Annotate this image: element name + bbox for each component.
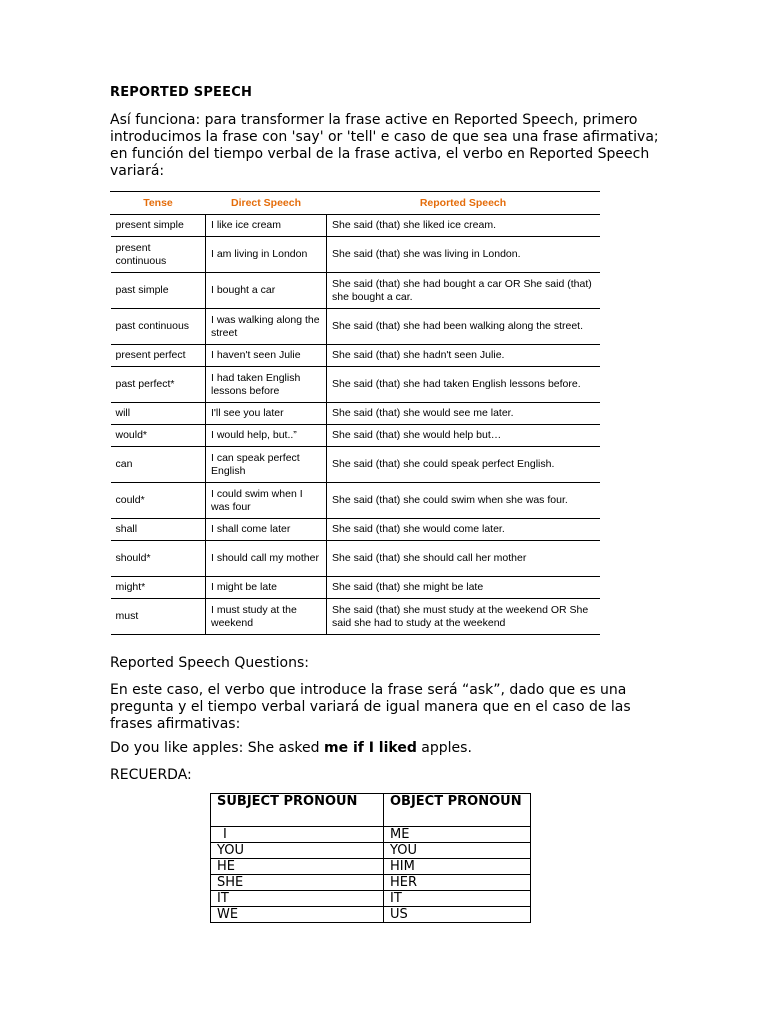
header-reported-speech: Reported Speech (327, 192, 600, 215)
reported-cell: She said (that) she had been walking along the street. (327, 309, 600, 345)
direct-cell: I can speak perfect English (206, 447, 327, 483)
header-subject-pronoun: SUBJECT PRONOUN (211, 794, 384, 827)
reported-cell: She said (that) she had bought a car OR She said (that) she bought a car. (327, 273, 600, 309)
table-row (211, 843, 531, 859)
object-cell: HER (384, 875, 531, 891)
tense-cell: present simple (111, 215, 206, 237)
table-row (211, 891, 531, 907)
tense-table-header-row (111, 192, 600, 215)
reported-cell: She said (that) she could speak perfect English. (327, 447, 600, 483)
intro-paragraph: Así funciona: para transformer la frase active en Reported Speech, primero introducimos la frase con 'say' or 'tell' e caso de que sea una frase afirmativa; en función del tiempo verbal de la frase activa, el verbo en Reported Speech variará: (110, 112, 659, 179)
table-row (111, 425, 600, 447)
questions-paragraph: En este caso, el verbo que introduce la frase será “ask”, dado que es una pregunta y el tiempo verbal variará de igual manera que en el caso de las frases afirmativas: (110, 682, 631, 732)
reported-cell: She said (that) she might be late (327, 577, 600, 599)
reported-cell: She said (that) she hadn't seen Julie. (327, 345, 600, 367)
reported-cell: She said (that) she could swim when she was four. (327, 483, 600, 519)
page-title: REPORTED SPEECH (110, 85, 253, 100)
table-row (111, 483, 600, 519)
table-row (111, 237, 600, 273)
tense-cell: past perfect* (111, 367, 206, 403)
reported-cell: She said (that) she was living in London. (327, 237, 600, 273)
table-row (111, 541, 600, 577)
tense-cell: present continuous (111, 237, 206, 273)
tense-cell: present perfect (111, 345, 206, 367)
subject-cell: YOU (211, 843, 384, 859)
reported-cell: She said (that) she would help but… (327, 425, 600, 447)
example-suffix: apples. (416, 740, 472, 756)
questions-heading: Reported Speech Questions: (110, 655, 310, 671)
header-direct-speech: Direct Speech (206, 192, 327, 215)
tense-cell: past simple (111, 273, 206, 309)
direct-cell: I'll see you later (206, 403, 327, 425)
tense-cell: should* (111, 541, 206, 577)
table-row (111, 577, 600, 599)
subject-cell: IT (211, 891, 384, 907)
header-tense: Tense (111, 192, 206, 215)
subject-cell: I (211, 827, 384, 843)
reported-cell: She said (that) she should call her mother (327, 541, 600, 577)
reported-cell: She said (that) she would come later. (327, 519, 600, 541)
tense-cell: could* (111, 483, 206, 519)
table-row (111, 403, 600, 425)
direct-cell: I haven't seen Julie (206, 345, 327, 367)
pronoun-table-header-row (211, 794, 531, 827)
table-row (111, 309, 600, 345)
tense-table (110, 191, 600, 635)
direct-cell: I had taken English lessons before (206, 367, 327, 403)
table-row (211, 859, 531, 875)
direct-cell: I am living in London (206, 237, 327, 273)
object-cell: HIM (384, 859, 531, 875)
direct-cell: I could swim when I was four (206, 483, 327, 519)
table-row (211, 827, 531, 843)
direct-cell: I shall come later (206, 519, 327, 541)
table-row (211, 907, 531, 923)
subject-cell: WE (211, 907, 384, 923)
direct-cell: I must study at the weekend (206, 599, 327, 635)
subject-cell: HE (211, 859, 384, 875)
reported-cell: She said (that) she had taken English lessons before. (327, 367, 600, 403)
object-cell: ME (384, 827, 531, 843)
reported-cell: She said (that) she must study at the weekend OR She said she had to study at the weekend (327, 599, 600, 635)
reported-cell: She said (that) she liked ice cream. (327, 215, 600, 237)
table-row (111, 367, 600, 403)
direct-cell: I should call my mother (206, 541, 327, 577)
table-row (111, 345, 600, 367)
tense-cell: would* (111, 425, 206, 447)
table-row (111, 273, 600, 309)
object-cell: YOU (384, 843, 531, 859)
tense-cell: past continuous (111, 309, 206, 345)
table-row (111, 519, 600, 541)
direct-cell: I might be late (206, 577, 327, 599)
header-object-pronoun: OBJECT PRONOUN (384, 794, 531, 827)
object-cell: US (384, 907, 531, 923)
reported-cell: She said (that) she would see me later. (327, 403, 600, 425)
table-row (111, 599, 600, 635)
table-row (111, 447, 600, 483)
example-bold: me if I liked (324, 740, 417, 756)
recuerda-label: RECUERDA: (110, 767, 192, 783)
example-prefix: Do you like apples: She asked (110, 740, 324, 756)
object-cell: IT (384, 891, 531, 907)
tense-cell: shall (111, 519, 206, 541)
tense-cell: can (111, 447, 206, 483)
table-row (211, 875, 531, 891)
tense-cell: will (111, 403, 206, 425)
example-sentence (110, 740, 670, 757)
tense-cell: might* (111, 577, 206, 599)
tense-cell: must (111, 599, 206, 635)
table-row (111, 215, 600, 237)
pronoun-table (210, 793, 531, 923)
subject-cell: SHE (211, 875, 384, 891)
direct-cell: I like ice cream (206, 215, 327, 237)
direct-cell: I would help, but..” (206, 425, 327, 447)
direct-cell: I bought a car (206, 273, 327, 309)
direct-cell: I was walking along the street (206, 309, 327, 345)
